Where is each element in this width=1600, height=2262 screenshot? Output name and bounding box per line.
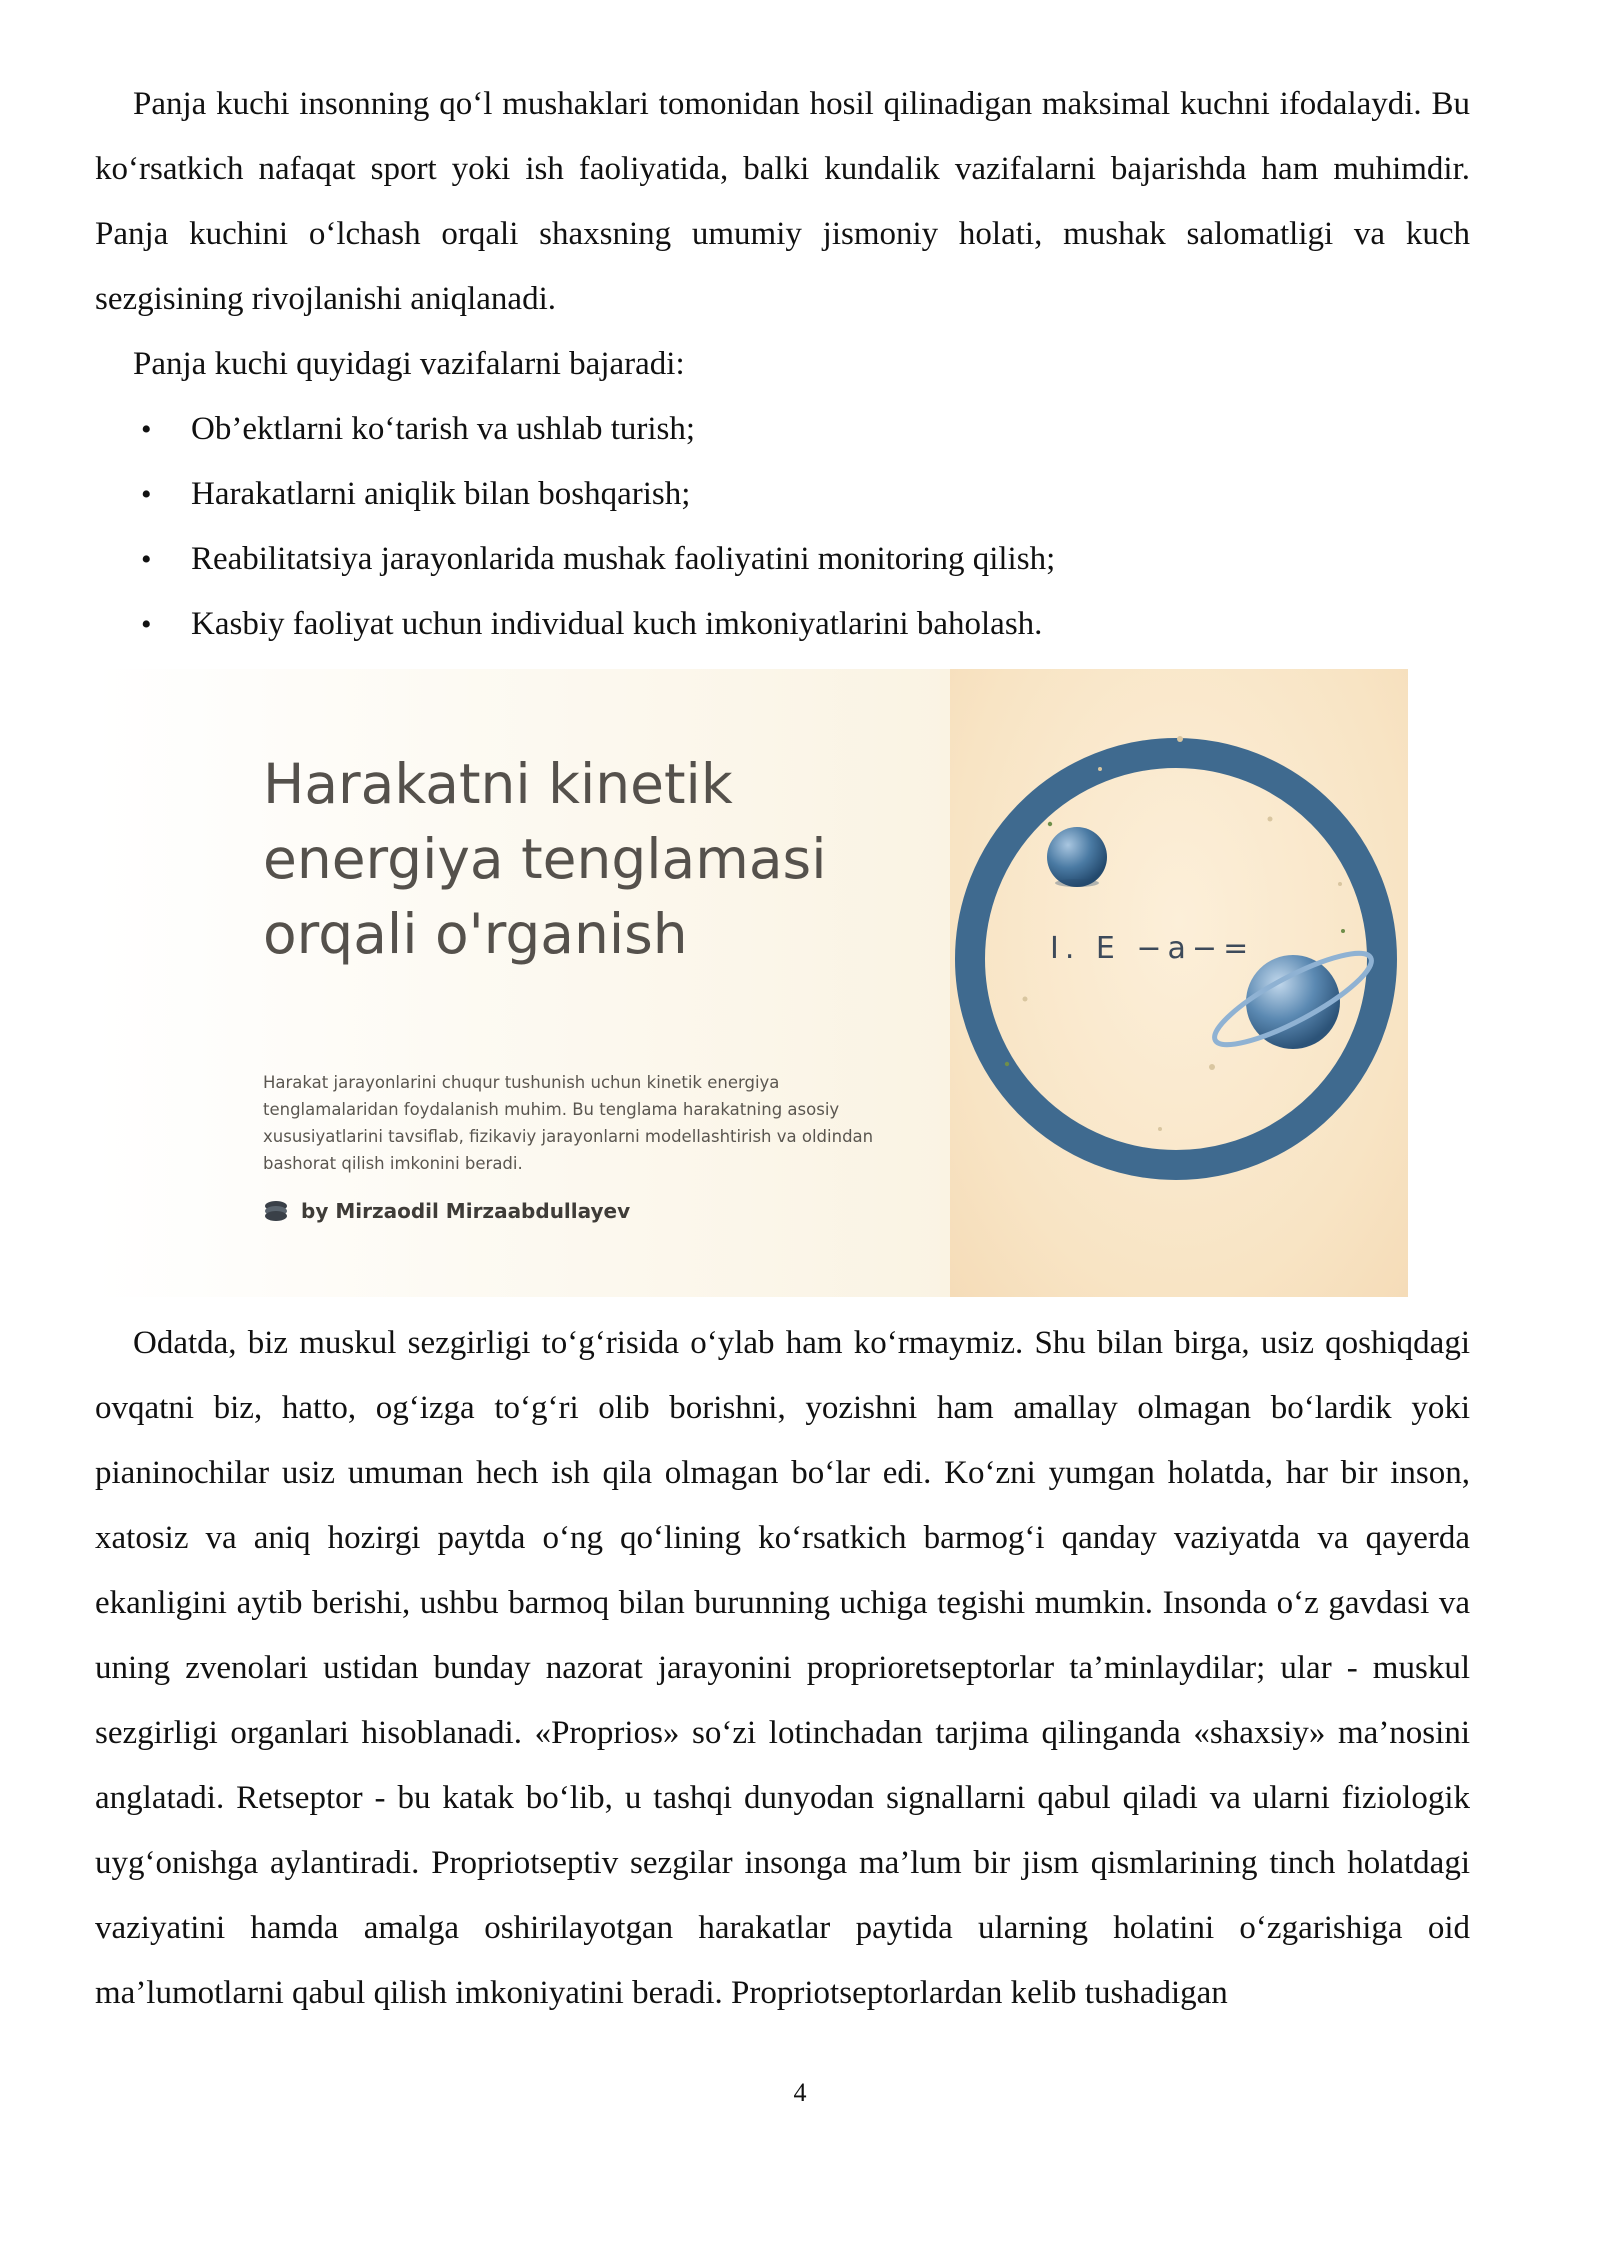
page-number: 4 <box>793 2078 807 2107</box>
slide-author-name: by Mirzaodil Mirzaabdullayev <box>301 1199 631 1223</box>
document-page <box>95 72 1470 2026</box>
list-item <box>95 527 1470 592</box>
list-lead: Panja kuchi quyidagi vazifalarni bajaradi: <box>133 346 685 382</box>
list-item-text: Harakatlarni aniqlik bilan boshqarish; <box>191 476 691 512</box>
slide-author <box>263 1199 630 1223</box>
body-paragraph: Odatda, biz muskul sezgirligi to‘g‘risida o‘ylab ham ko‘rmaymiz. Shu bilan birga, usiz qoshiqdagi ovqatni biz, hatto, og‘izga to‘g‘ri olib borishni, yozishni ham amallay olmagan bo‘lardik yoki pianinochilar usiz umuman hech ish qila olmagan bo‘lar edi. Ko‘zni yumgan holatda, har bir inson, xatosiz va aniq hozirgi paytda o‘ng qo‘lining ko‘rsatkich barmog‘i qanday vaziyatda va qayerda ekanligini aytib berishi, ushbu barmoq bilan burunning uchiga tegishi mumkin. Insonda o‘z gavdasi va uning zvenolari ustidan bunday nazorat jarayonini proprioretseptorlar ta’minlaydilar; ular - muskul sezgirligi organlari hisoblanadi. «Proprios» so‘zi lotinchadan tarjima qilinganda «shaxsiy» ma’nosini anglatadi. Retseptor - bu katak bo‘lib, u tashqi dunyodan signallarni qabul qiladi va ularni fiziologik uyg‘onishga aylantiradi. Propriotseptiv sezgilar insonga ma’lum bir jism qismlarining tinch holatdagi vaziyatini hamda amalga oshirilayotgan harakatlar paytida ularning holatini o‘zgarishiga oid ma’lumotlarni qabul qilish imkoniyatini beradi. Propriotseptorlardan kelib tushadigan <box>95 1325 1470 2011</box>
slide-image <box>95 669 1415 1297</box>
list-item <box>95 462 1470 527</box>
slide-text-panel <box>95 669 950 1297</box>
list-item-text: Kasbiy faoliyat uchun individual kuch imkoniyatlarini baholash. <box>191 606 1043 642</box>
slide-title-line: orqali o'rganish <box>263 902 688 966</box>
slide-title <box>263 747 943 972</box>
slide-title-line: Harakatni kinetik <box>263 752 733 816</box>
bullet-icon: • <box>141 413 152 446</box>
list-item-text: Reabilitatsiya jarayonlarida mushak faoliyatini monitoring qilish; <box>191 541 1056 577</box>
slide-title-line: energiya tenglamasi <box>263 827 827 891</box>
planet-ring-illustration <box>950 669 1408 1297</box>
function-list <box>95 397 1470 657</box>
intro-paragraph: Panja kuchi insonning qo‘l mushaklari tomonidan hosil qilinadigan maksimal kuchni ifodalaydi. Bu ko‘rsatkich nafaqat sport yoki ish faoliyatida, balki kundalik vazifalarni bajarishda ham muhimdir. Panja kuchini o‘lchash orqali shaxsning umumiy jismoniy holati, mushak salomatligi va kuch sezgisining rivojlanishi aniqlanadi. <box>95 86 1470 317</box>
list-item <box>95 592 1470 657</box>
ringed-planet-icon <box>1246 955 1340 1049</box>
list-item <box>95 397 1470 462</box>
slide-illustration <box>950 669 1408 1297</box>
small-planet-icon <box>1047 827 1107 887</box>
bullet-icon: • <box>141 478 152 511</box>
author-avatar-icon <box>263 1200 289 1222</box>
bullet-icon: • <box>141 608 152 641</box>
bullet-icon: • <box>141 543 152 576</box>
list-item-text: Ob’ektlarni ko‘tarish va ushlab turish; <box>191 411 696 447</box>
equation-text: I. E −a−= <box>1050 931 1255 966</box>
slide-description: Harakat jarayonlarini chuqur tushunish uchun kinetik energiya tenglamalaridan foydalanish muhim. Bu tenglama harakatning asosiy xususiyatlarini tavsiflab, fizikaviy jarayonlarni modellashtirish va oldindan bashorat qilish imkonini beradi. <box>263 1073 874 1173</box>
